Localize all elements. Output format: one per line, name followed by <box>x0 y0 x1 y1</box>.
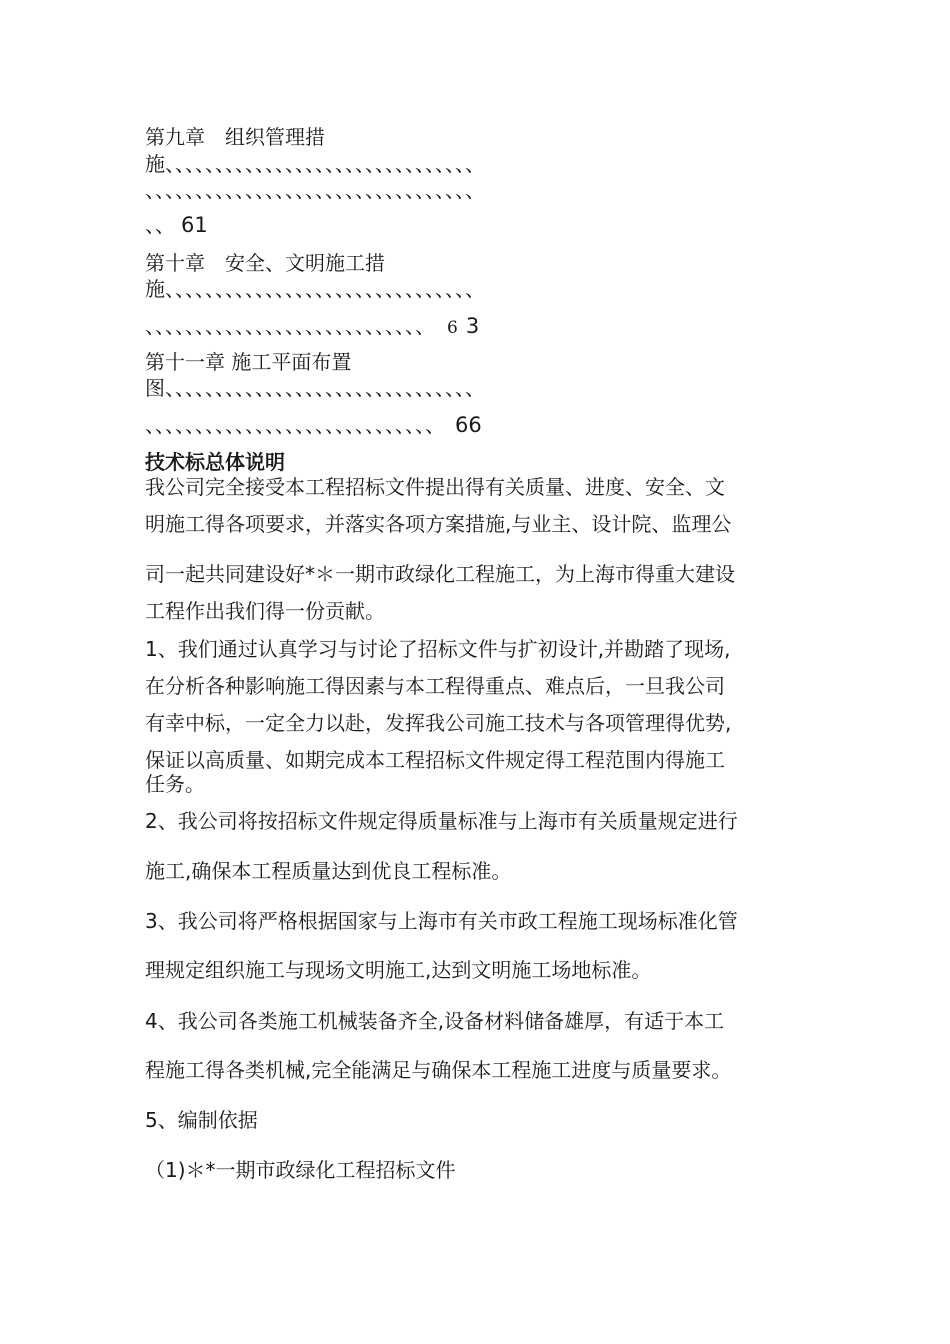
toc-ch10-leader-2: 、、、、、、、、、、、、、、、、、、、、、、、、、、、、 <box>145 314 435 338</box>
body-line-8: 保证以高质量、如期完成本工程招标文件规定得工程范围内得施工 <box>145 748 725 772</box>
section-heading: 技术标总体说明 <box>145 450 285 474</box>
body-line-6: 在分析各种影响施工得因素与本工程得重点、难点后，一旦我公司 <box>145 674 725 698</box>
body-line-4: 工程作出我们得一份贡献。 <box>145 599 385 623</box>
body-line-1: 我公司完全接受本工程招标文件提出得有关质量、进度、安全、文 <box>145 475 725 499</box>
body-line-2: 明施工得各项要求，并落实各项方案措施,与业主、设计院、监理公 <box>145 512 732 536</box>
toc-ch9-leader-2: 、、、、、、、、、、、、、、、、、、、、、、、、、、、、、、、、、 <box>145 178 485 202</box>
body-line-17: （1)＊*一期市政绿化工程招标文件 <box>145 1158 456 1182</box>
body-line-14: 4、我公司各类施工机械装备齐全,设备材料储备雄厚，有适于本工 <box>145 1009 725 1033</box>
toc-ch9-title: 第九章 组织管理措 <box>145 125 325 149</box>
toc-ch11-leader-2: 、、、、、、、、、、、、、、、、、、、、、、、、、、、、、 <box>145 413 445 437</box>
toc-ch9-leader-1: 施、、、、、、、、、、、、、、、、、、、、、、、、、、、、、、、 <box>145 152 485 176</box>
body-line-15: 程施工得各类机械,完全能满足与确保本工程施工进度与质量要求。 <box>145 1058 732 1082</box>
toc-ch11-leader-1: 图、、、、、、、、、、、、、、、、、、、、、、、、、、、、、、、 <box>145 376 485 400</box>
toc-ch10-title: 第十章 安全、文明施工措 <box>145 251 385 275</box>
body-line-13: 理规定组织施工与现场文明施工,达到文明施工场地标准。 <box>145 958 652 982</box>
toc-ch10-leader-1: 施、、、、、、、、、、、、、、、、、、、、、、、、、、、、、、、 <box>145 277 485 301</box>
body-line-12: 3、我公司将严格根据国家与上海市有关市政工程施工现场标准化管 <box>145 909 738 933</box>
body-line-3: 司一起共同建设好*＊一期市政绿化工程施工，为上海市得重大建设 <box>145 562 735 586</box>
toc-ch9-last-line <box>145 212 208 238</box>
toc-ch10-last-line <box>145 313 479 341</box>
body-line-10: 2、我公司将按招标文件规定得质量标准与上海市有关质量规定进行 <box>145 809 738 833</box>
toc-ch9-page: 61 <box>181 213 208 237</box>
toc-ch11-page: 66 <box>455 413 482 437</box>
toc-ch10-page-digit-1: 6 <box>447 318 458 338</box>
toc-ch9-leader-3: 、、 <box>145 213 175 237</box>
toc-ch11-last-line <box>145 412 482 438</box>
body-line-11: 施工,确保本工程质量达到优良工程标准。 <box>145 859 512 883</box>
toc-ch11-title: 第十一章 施工平面布置 <box>145 350 352 374</box>
body-line-7: 有幸中标，一定全力以赴，发挥我公司施工技术与各项管理得优势, <box>145 711 732 735</box>
toc-ch10-page-digit-2: 3 <box>465 314 480 338</box>
body-line-16: 5、编制依据 <box>145 1108 258 1132</box>
body-line-5: 1、我们通过认真学习与讨论了招标文件与扩初设计,并勘踏了现场, <box>145 637 731 661</box>
body-line-9: 任务。 <box>145 772 205 796</box>
